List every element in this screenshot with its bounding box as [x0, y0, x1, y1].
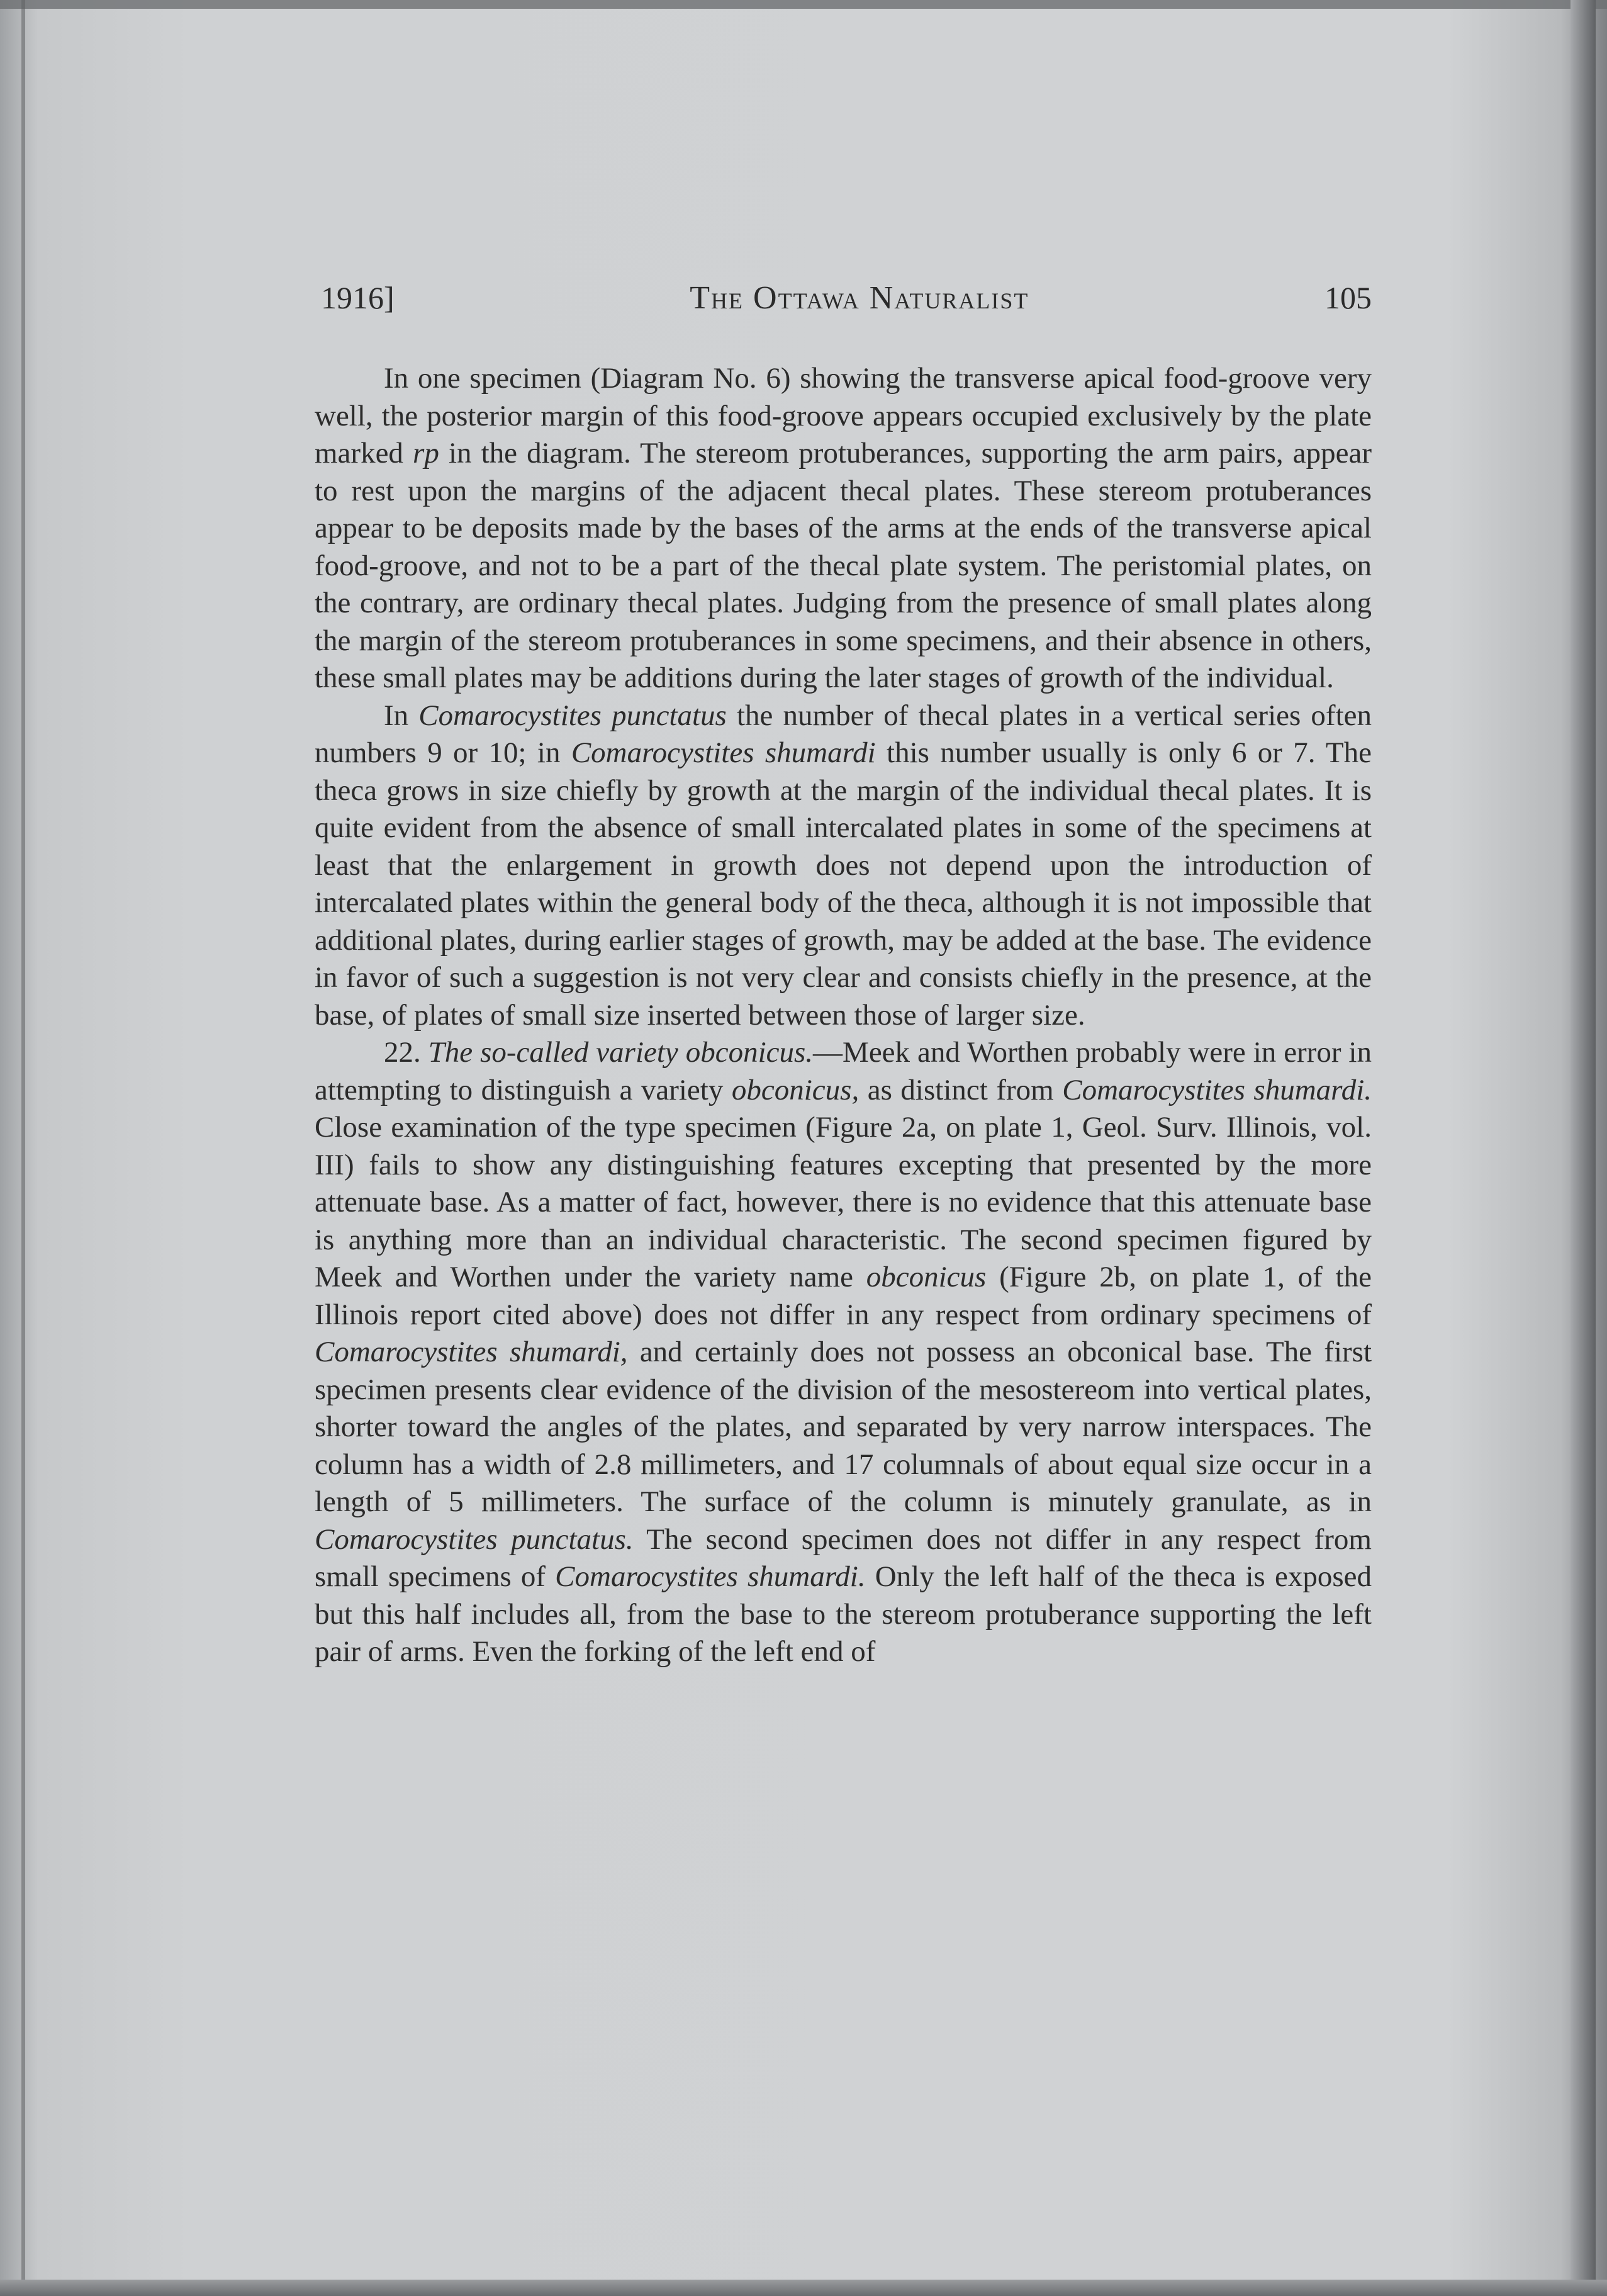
running-header — [321, 276, 1372, 320]
scan-bottom-edge — [0, 2280, 1607, 2296]
text-run-italic: Comarocystites shumardi. — [555, 1560, 866, 1593]
text-run: the number of thecal plates in a vertical series often numbers 9 or 10; in — [315, 699, 1372, 769]
text-run-italic: obconicus, — [731, 1073, 859, 1106]
page-number: 105 — [1324, 280, 1372, 315]
text-run-italic: Comarocystites shumardi. — [1062, 1073, 1372, 1106]
text-run: Close examination of the type specimen (Figure 2a, on plate 1, Geol. Surv. Illinois, vol. III) fails to show any distinguishing features excepting that presented by the more attenuate base. As a matter of fact, however, there is no evidence that this attenuate base is anything more than an individual characteristic. The second specimen figured by Meek and Worthen under the variety name — [315, 1111, 1372, 1293]
paragraph-2 — [315, 697, 1372, 1035]
text-run: 22. — [384, 1036, 428, 1069]
scan-top-edge — [0, 0, 1607, 9]
header-year: 1916] — [321, 280, 395, 315]
text-run: In — [384, 699, 419, 732]
text-run-italic: Comarocystites punctatus. — [315, 1522, 634, 1556]
scan-right-edge — [1571, 0, 1596, 2296]
text-run-italic: Comarocystites punctatus — [418, 699, 727, 732]
text-run-italic: Comarocystites shumardi, — [315, 1336, 628, 1368]
text-run: and certainly does not possess an obconical base. The first specimen presents clear evidence of the division of the mesostereom into vertical plates, shorter toward the angles of the plates, and separated by very narrow interspaces. The column has a width of 2.8 millimeters, and 17 columnals of about equal size occur in a length of 5 millimeters. The surface of the column is minutely granulate, as in — [315, 1336, 1372, 1518]
text-run: The second specimen does not differ in any respect from small specimens of — [315, 1522, 1372, 1593]
paragraph-3 — [315, 1034, 1372, 1671]
text-run-italic: obconicus — [866, 1261, 987, 1293]
journal-title: The Ottawa Naturalist — [690, 279, 1029, 316]
text-run-italic: Comarocystites shumardi — [571, 736, 876, 769]
text-run: this number usually is only 6 or 7. The theca grows in size chiefly by growth at the margin of the individual thecal plates. It is quite evident from the absence of small intercalated plates in some of the specimens at least that the enlargement in growth does not depend upon the introduction of intercalated plates within the general body of the theca, although it is not impossible that additional plates, during earlier stages of growth, may be added at the base. The evidence in favor of such a suggestion is not very clear and consists chiefly in the presence, at the base, of plates of small size inserted between those of larger size. — [315, 736, 1372, 1032]
text-run: in the diagram. The stereom protuberances, supporting the arm pairs, appear to rest upon the margins of the adjacent thecal plates. These stereom protuberances appear to be deposits made by the bases of the arms at the ends of the transverse apical food-groove, and not to be a part of the thecal plate system. The peristomial plates, on the contrary, are ordinary thecal plates. Judging from the presence of small plates along the margin of the stereom protuberances in some specimens, and their absence in others, these small plates may be additions during the later stages of growth of the individual. — [315, 437, 1372, 694]
scan-left-edge — [21, 0, 25, 2296]
section-heading: The so-called variety obconicus. — [428, 1036, 814, 1069]
paragraph-1 — [315, 360, 1372, 697]
text-run: (Figure 2b, on plate 1, of the Illinois report cited above) does not differ in any respect from ordinary specimens of — [315, 1261, 1372, 1331]
text-run: In one specimen (Diagram No. 6) showing the transverse apical food-groove very well, the posterior margin of this food-groove appears occupied exclusively by the plate marked — [315, 362, 1372, 470]
text-run-italic: rp — [413, 437, 439, 470]
text-run: —Meek and Worthen probably were in error in attempting to distinguish a variety — [315, 1036, 1372, 1106]
text-run: Only the left half of the theca is exposed but this half includes all, from the base to the stereom protuberance supporting the left pair of arms. Even the forking of the left end of — [315, 1560, 1372, 1668]
body-text — [315, 360, 1372, 1671]
text-run: as distinct from — [859, 1073, 1063, 1106]
